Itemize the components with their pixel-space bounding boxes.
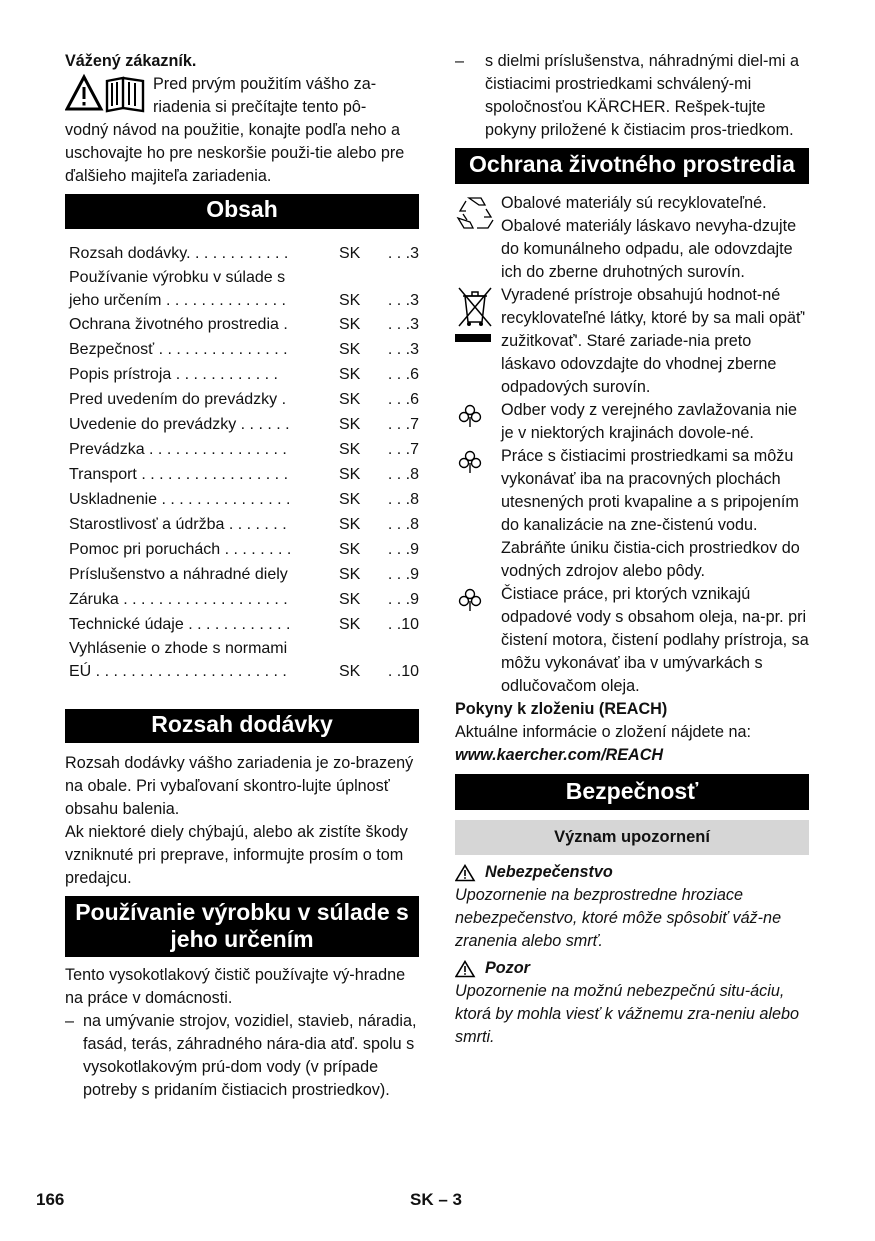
intro-block xyxy=(65,73,419,119)
scope-heading: Rozsah dodávky xyxy=(65,709,419,743)
toc-item[interactable]: Starostlivosť a údržba . . . . . . . SK . . .8 xyxy=(69,516,419,533)
caution-text: Upozornenie na možnú nebezpečnú situ-áciu, ktorá by mohla viesť k vážnemu zra-neniu alebo smrti. xyxy=(455,982,800,1046)
toc-item[interactable]: Používanie výrobku v súlade s jeho určením . . . . . . . . . . . . . . SK . . .3 xyxy=(69,269,419,309)
toc-item[interactable]: Uvedenie do prevádzky . . . . . . SK . . .7 xyxy=(69,416,419,433)
reach-link[interactable]: www.kaercher.com/REACH xyxy=(455,746,664,764)
intended-use-text: Tento vysokotlakový čistič používajte vý-hradne na práce v domácnosti. xyxy=(65,966,406,1007)
environment-item xyxy=(455,583,809,698)
environment-item-text: Vyradené prístroje obsahujú hodnot-né recyklovateľné látky, ktoré by sa mali opäť' zužitkovať'. Staré zariade-nia preto láskavo odovzdajte do vhodnej zberne odpadových surovín. xyxy=(501,286,806,396)
caution-label-row xyxy=(455,957,809,980)
environment-item-text: Práce s čistiacimi prostriedkami sa môžu vykonávať iba na pracovných plochách utesnených proti kvapaline a s pripojením do kanalizácie na zne-čistenú vodu. Zabráňte úniku čistia-cich prostriedkov do vodných zdrojov alebo pôdy. xyxy=(501,447,800,580)
dash-marker: – xyxy=(65,1012,75,1030)
toc-item[interactable]: Transport . . . . . . . . . . . . . . . . . SK . . .8 xyxy=(69,466,419,483)
contents-heading: Obsah xyxy=(65,194,419,229)
toc-item[interactable]: Záruka . . . . . . . . . . . . . . . . . . . SK . . .9 xyxy=(69,591,419,608)
environment-list xyxy=(455,192,809,698)
toc-item[interactable]: Prevádzka . . . . . . . . . . . . . . . . SK . . .7 xyxy=(69,441,419,458)
intro-line-2: riadenia si prečítajte tento pô- xyxy=(153,98,367,116)
environment-note-icon xyxy=(455,399,501,445)
section-marker: SK – 3 xyxy=(410,1190,462,1209)
environment-item xyxy=(455,399,809,445)
environment-note-icon xyxy=(455,445,501,583)
environment-item-text: Čistiace práce, pri ktorých vznikajú odpadové vody s obsahom oleja, na-pr. pri čistení motora, čistení podlahy prístroja, sa môžu vykonávať iba v umývarkách s odlučovačom oleja. xyxy=(501,585,809,695)
warning-triangle-icon xyxy=(455,864,477,882)
crossed-bin-icon xyxy=(455,284,501,399)
toc-item[interactable]: Popis prístroja . . . . . . . . . . . . SK . . .6 xyxy=(69,366,419,383)
accessory-item-text: s dielmi príslušenstva, náhradnými diel-mi a čistiacimi prostriedkami schválený-mi spoločnosťou KÄRCHER. Rešpek-tujte pokyny priložené k čistiacim pros-triedkom. xyxy=(485,52,799,139)
recycle-icon xyxy=(455,192,501,284)
page-number: 166 xyxy=(36,1190,65,1209)
safety-heading: Bezpečnosť xyxy=(455,774,809,810)
left-column xyxy=(65,46,419,1102)
environment-item-text: Obalové materiály sú recyklovateľné. Obalové materiály láskavo nevyha-dzujte do komunálneho odpadu, ale odovzdajte ich do zberne druhotných surovín. xyxy=(501,194,797,281)
table-of-contents xyxy=(65,241,419,683)
toc-item[interactable]: Technické údaje . . . . . . . . . . . . SK . .10 xyxy=(69,616,419,633)
reach-text: Aktuálne informácie o zložení nájdete na: xyxy=(455,723,752,741)
toc-item[interactable]: Rozsah dodávky. . . . . . . . . . . . SK . . .3 xyxy=(69,245,419,262)
scope-text-2: Ak niektoré diely chýbajú, alebo ak zistíte škody vzniknuté pri preprave, informujte prosím o tom predajcu. xyxy=(65,823,408,887)
environment-item xyxy=(455,445,809,583)
toc-item[interactable]: Bezpečnosť . . . . . . . . . . . . . . . SK . . .3 xyxy=(69,341,419,358)
toc-item[interactable]: Ochrana životného prostredia . SK . . .3 xyxy=(69,316,419,333)
greeting: Vážený zákazník. xyxy=(65,52,197,70)
scope-text-1: Rozsah dodávky vášho zariadenia je zo-brazený na obale. Pri vybaľovaní skontro-lujte úplnosť obsahu balenia. xyxy=(65,754,414,818)
environment-item-text: Odber vody z verejného zavlažovania nie je v niektorých krajinách dovole-né. xyxy=(501,401,798,442)
environment-heading: Ochrana životného prostredia xyxy=(455,148,809,184)
intro-line-1: Pred prvým použitím vášho za- xyxy=(153,75,377,93)
intro-text: vodný návod na použitie, konajte podľa neho a uschovajte ho pre neskoršie použi-tie alebo pre ďalšieho majiteľa zariadenia. xyxy=(65,121,405,185)
toc-item[interactable]: Vyhlásenie o zhode s normami EÚ . . . . . . . . . . . . . . . . . . . . . . SK . .10 xyxy=(69,640,419,680)
toc-item[interactable]: Príslušenstvo a náhradné diely SK . . .9 xyxy=(69,566,419,583)
intended-use-heading: Používanie výrobku v súlade s jeho určením xyxy=(65,896,419,957)
warning-triangle-icon xyxy=(455,960,477,978)
toc-item[interactable]: Pomoc pri poruchách . . . . . . . . SK . . .9 xyxy=(69,541,419,558)
environment-item xyxy=(455,192,809,284)
danger-text: Upozornenie na bezprostredne hroziace nebezpečenstvo, ktoré môže spôsobiť váž-ne zranenia alebo smrť. xyxy=(455,886,782,950)
intended-use-item xyxy=(65,1010,419,1102)
environment-note-icon xyxy=(455,583,501,698)
warning-levels-heading: Význam upozornení xyxy=(455,820,809,855)
danger-label: Nebezpečenstvo xyxy=(485,863,613,881)
accessory-item xyxy=(455,50,809,142)
environment-item xyxy=(455,284,809,399)
intended-use-item-text: na umývanie strojov, vozidiel, stavieb, náradia, fasád, terás, záhradného nára-dia atď. spolu s vysokotlakovým prú-dom vody (v prípade potreby s pridaním čistiacich prostriedkov). xyxy=(83,1012,417,1099)
dash-marker: – xyxy=(455,52,465,70)
caution-label: Pozor xyxy=(485,959,530,977)
right-column xyxy=(455,46,809,1049)
warning-manual-icon xyxy=(65,73,147,113)
reach-heading: Pokyny k zloženiu (REACH) xyxy=(455,700,668,718)
toc-item[interactable]: Pred uvedením do prevádzky . SK . . .6 xyxy=(69,391,419,408)
warning-and-manual-icons xyxy=(65,73,153,115)
danger-label-row xyxy=(455,861,809,884)
toc-item[interactable]: Uskladnenie . . . . . . . . . . . . . . . SK . . .8 xyxy=(69,491,419,508)
